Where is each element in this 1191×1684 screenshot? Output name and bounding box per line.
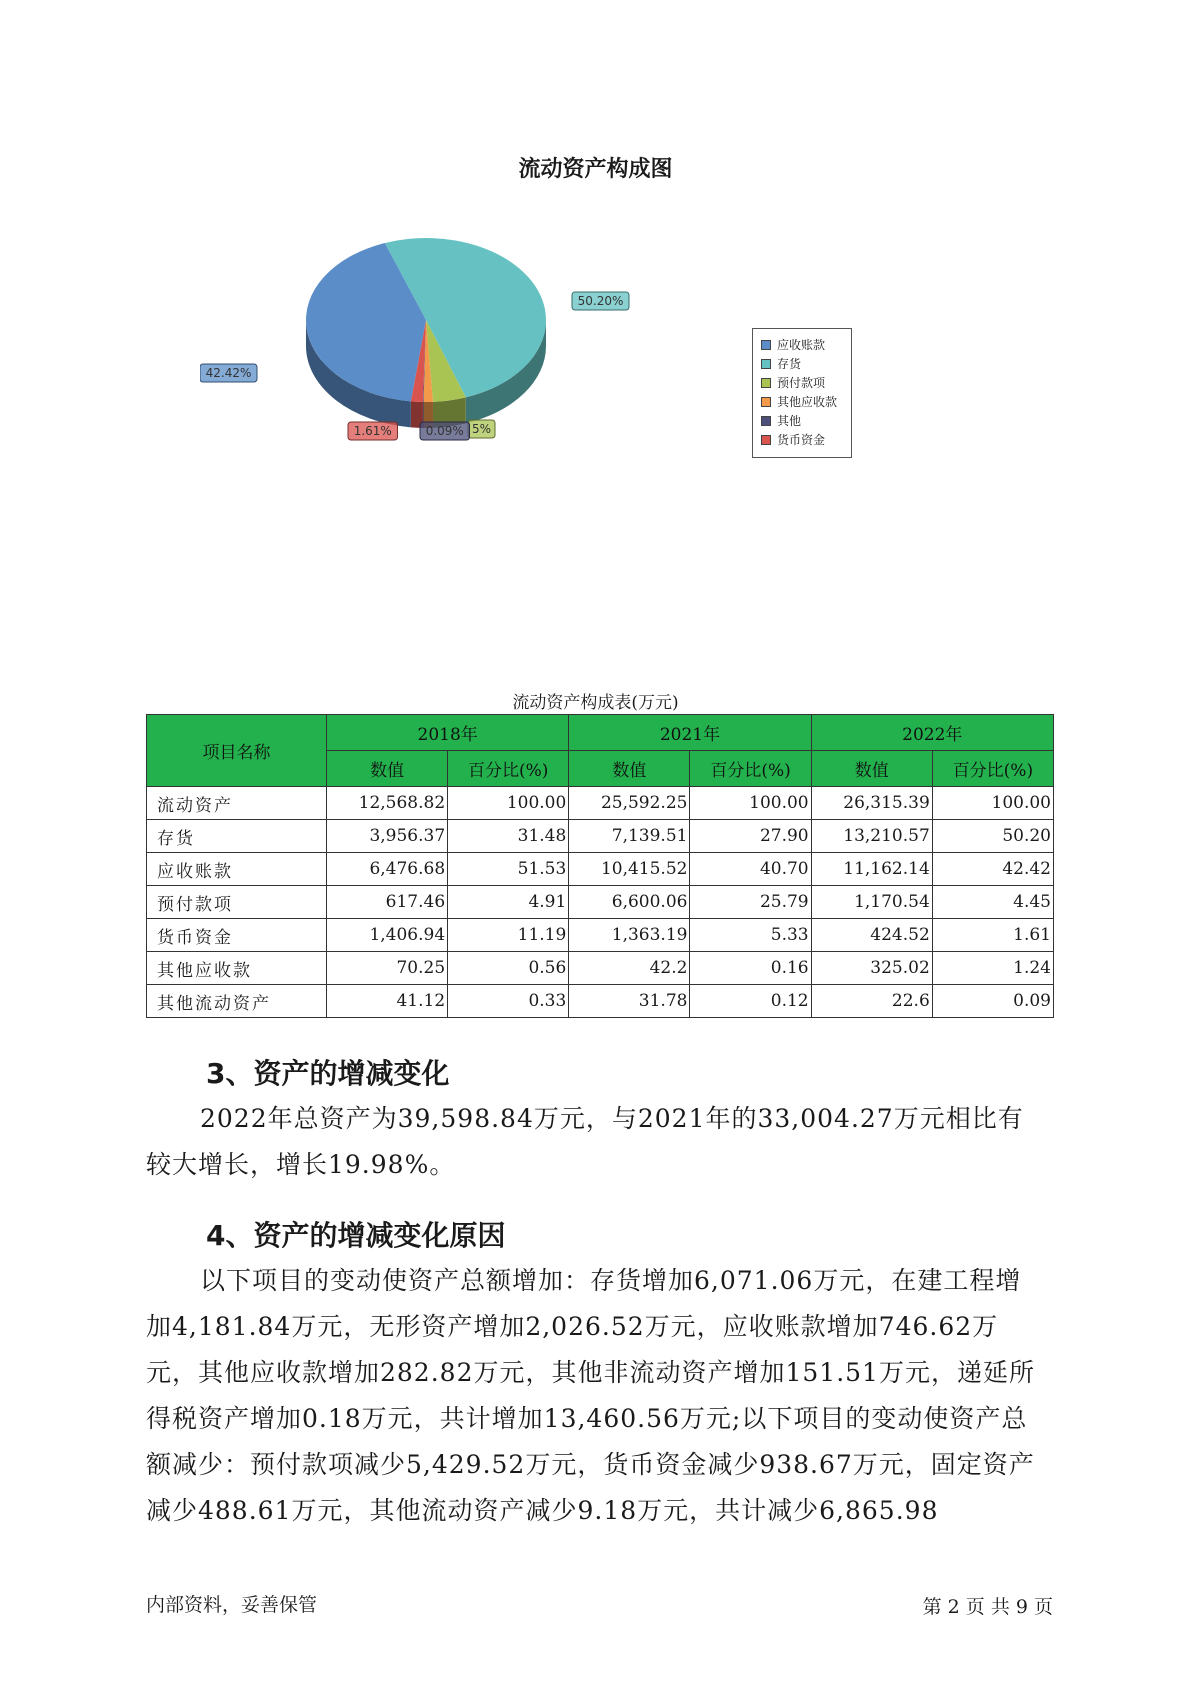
- cell-percent: 11.19: [448, 919, 569, 952]
- section4-text: 以下项目的变动使资产总额增加：存货增加6,071.06万元，在建工程增加4,181.84万元，无形资产增加2,026.52万元，应收账款增加746.62万元，其他应收款增加282.82万元，其他非流动资产增加151.51万元，递延所得税资产增加0.18万元，共计增加13,460.56万元;以下项目的变动使资产总额减少：预付款项减少5,429.52万元，货币资金减少938.67万元，固定资产减少488.61万元，其他流动资产减少9.18万元，共计减少6,865.98: [146, 1266, 1035, 1525]
- table-row: [147, 952, 1054, 985]
- cell-value: 11,162.14: [811, 853, 932, 886]
- header-name: 项目名称: [147, 715, 327, 787]
- cell-percent: 0.12: [690, 985, 811, 1018]
- table-row: [147, 919, 1054, 952]
- cell-percent: 27.90: [690, 820, 811, 853]
- legend-item: [761, 373, 851, 392]
- row-name: 其他应收款: [147, 952, 327, 985]
- legend-item: [761, 354, 851, 373]
- cell-value: 22.6: [811, 985, 932, 1018]
- section3-heading: 3、资产的增减变化: [206, 1057, 450, 1090]
- pie-data-label: [468, 420, 495, 438]
- legend-label: 存货: [777, 357, 802, 371]
- svg-text:1.61%: 1.61%: [353, 424, 392, 438]
- cell-value: 10,415.52: [569, 853, 690, 886]
- legend-label: 货币资金: [777, 433, 826, 447]
- cell-value: 424.52: [811, 919, 932, 952]
- legend-swatch: [761, 340, 771, 350]
- header-percent: 百分比(%): [448, 751, 569, 787]
- cell-percent: 50.20: [932, 820, 1053, 853]
- cell-percent: 0.33: [448, 985, 569, 1018]
- cell-percent: 51.53: [448, 853, 569, 886]
- pie-data-label: [572, 292, 629, 310]
- header-year-2018: 2018年: [327, 715, 569, 751]
- legend-label: 其他应收款: [777, 395, 838, 409]
- header-value: 数值: [569, 751, 690, 787]
- section3-paragraph: [146, 1096, 1046, 1188]
- cell-percent: 0.16: [690, 952, 811, 985]
- cell-percent: 100.00: [932, 787, 1053, 820]
- legend-swatch: [761, 416, 771, 426]
- cell-value: 13,210.57: [811, 820, 932, 853]
- pie-chart: [200, 220, 700, 480]
- row-name: 其他流动资产: [147, 985, 327, 1018]
- section4-heading: 4、资产的增减变化原因: [206, 1219, 506, 1252]
- cell-value: 3,956.37: [327, 820, 448, 853]
- legend-swatch: [761, 397, 771, 407]
- svg-text:50.20%: 50.20%: [577, 294, 624, 308]
- legend-swatch: [761, 359, 771, 369]
- cell-value: 7,139.51: [569, 820, 690, 853]
- cell-value: 25,592.25: [569, 787, 690, 820]
- header-percent: 百分比(%): [690, 751, 811, 787]
- legend-item: [761, 411, 851, 430]
- cell-value: 70.25: [327, 952, 448, 985]
- header-value: 数值: [327, 751, 448, 787]
- svg-text:42.42%: 42.42%: [205, 366, 252, 380]
- legend-swatch: [761, 435, 771, 445]
- cell-value: 31.78: [569, 985, 690, 1018]
- table-row: [147, 886, 1054, 919]
- legend-label: 其他: [777, 414, 802, 428]
- cell-percent: 100.00: [690, 787, 811, 820]
- cell-value: 41.12: [327, 985, 448, 1018]
- cell-percent: 4.91: [448, 886, 569, 919]
- table-caption: 流动资产构成表(万元): [512, 693, 679, 713]
- legend-label: 应收账款: [777, 338, 826, 352]
- chart-legend: [752, 328, 852, 458]
- cell-value: 1,406.94: [327, 919, 448, 952]
- footer-page-number: 第 2 页 共 9 页: [922, 1596, 1053, 1618]
- cell-value: 617.46: [327, 886, 448, 919]
- cell-value: 6,476.68: [327, 853, 448, 886]
- row-name: 货币资金: [147, 919, 327, 952]
- cell-value: 1,363.19: [569, 919, 690, 952]
- cell-percent: 100.00: [448, 787, 569, 820]
- legend-item: [761, 430, 851, 449]
- chart-title: 流动资产构成图: [518, 157, 673, 182]
- legend-item: [761, 335, 851, 354]
- assets-table: [146, 714, 1054, 1018]
- cell-percent: 25.79: [690, 886, 811, 919]
- table-row: [147, 787, 1054, 820]
- section3-text: 2022年总资产为39,598.84万元，与2021年的33,004.27万元相比有较大增长，增长19.98%。: [146, 1104, 1024, 1179]
- pie-data-label: [200, 364, 257, 382]
- cell-percent: 0.56: [448, 952, 569, 985]
- header-percent: 百分比(%): [932, 751, 1053, 787]
- row-name: 存货: [147, 820, 327, 853]
- cell-percent: 5.33: [690, 919, 811, 952]
- pie-data-label: [348, 422, 398, 440]
- header-year-2021: 2021年: [569, 715, 811, 751]
- cell-value: 6,600.06: [569, 886, 690, 919]
- cell-percent: 0.09: [932, 985, 1053, 1018]
- legend-label: 预付款项: [777, 376, 826, 390]
- cell-value: 12,568.82: [327, 787, 448, 820]
- cell-value: 42.2: [569, 952, 690, 985]
- cell-percent: 1.24: [932, 952, 1053, 985]
- row-name: 预付款项: [147, 886, 327, 919]
- table-row: [147, 853, 1054, 886]
- section4-paragraph: [146, 1258, 1046, 1534]
- row-name: 流动资产: [147, 787, 327, 820]
- svg-text:0.09%: 0.09%: [425, 424, 464, 438]
- header-value: 数值: [811, 751, 932, 787]
- footer-confidential: 内部资料，妥善保管: [146, 1594, 318, 1616]
- cell-percent: 40.70: [690, 853, 811, 886]
- cell-percent: 42.42: [932, 853, 1053, 886]
- legend-item: [761, 392, 851, 411]
- row-name: 应收账款: [147, 853, 327, 886]
- cell-percent: 31.48: [448, 820, 569, 853]
- svg-text:5%: 5%: [471, 422, 492, 436]
- table-row: [147, 820, 1054, 853]
- cell-value: 1,170.54: [811, 886, 932, 919]
- legend-swatch: [761, 378, 771, 388]
- cell-percent: 1.61: [932, 919, 1053, 952]
- table-row: [147, 985, 1054, 1018]
- cell-percent: 4.45: [932, 886, 1053, 919]
- header-year-2022: 2022年: [811, 715, 1053, 751]
- cell-value: 26,315.39: [811, 787, 932, 820]
- pie-data-label: [420, 422, 470, 440]
- cell-value: 325.02: [811, 952, 932, 985]
